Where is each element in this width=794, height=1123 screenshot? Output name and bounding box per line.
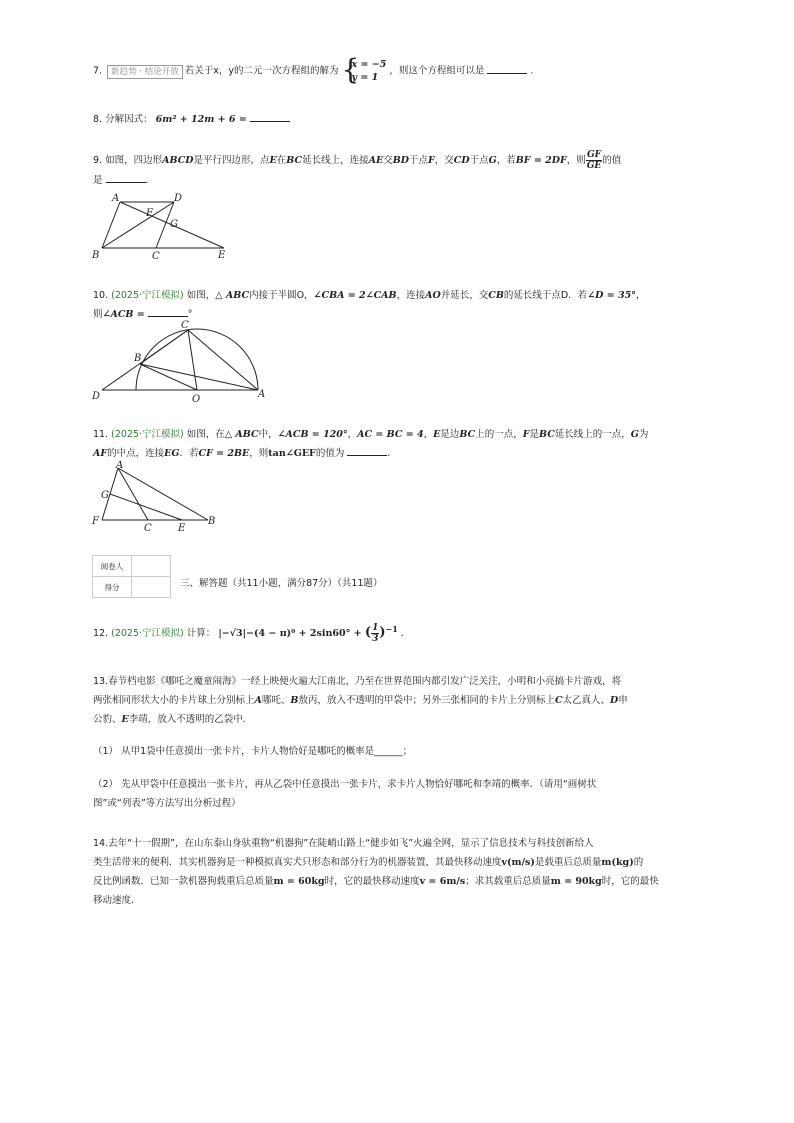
question-number: 9. [93,155,103,166]
question-7: 7. 新趋势 · 结论开放 若关于x，y的二元一次方程组的解为 { x = −5 y = 1 ，则这个方程组可以是 . [93,53,534,86]
question-12: 12. (2025·宁江模拟) 计算： |−√3|−(4 − π)⁰ + 2sin60° + ( $\frac{1}{3}$ )$^{-1}$ . [93,623,404,645]
label-B: B [92,250,100,261]
question-14: 14.去年“十一假期”，在山东泰山身驮重物“机器狗”在陡峭山路上“健步如飞”火遍全网，显示了信息技术与科技创新给人 类生活带来的便利．其实机器狗是一种模拟真实犬只形态和部分行为的机器装置，其最快移动速度v(m/s)是载重后总质量m(kg)的 反比例函数．已知一款机器狗载重后总质量m = 60kg时，它的最快移动速度v = 6m/s；求其载重后总质量m = 90kg时，它的最快 移动速度． [93,838,659,906]
question-number: 7. [93,65,103,77]
label-B: B [134,353,142,364]
question-9: 9. 如图，四边形ABCD是平行四边形，点E在BC延长线上，连接AE交BD于点F，交CD于点G，若BF = 2DF，则 $\frac{GF}{GE}$ 的值 是 . [93,150,622,186]
score-table [92,555,171,598]
math-expression: 6m² + 12m + 6 = [155,114,247,125]
label-C: C [181,320,189,331]
label-O: O [192,394,201,405]
question-13-part-1: （1） 从甲1袋中任意摸出一张卡片，卡片人物恰好是哪吒的概率是______； [93,746,413,757]
label-D: D [174,193,183,204]
equation-system: { x = −5 y = 1 [341,53,387,86]
fraction: $\frac{1}{3}$ [372,623,379,645]
answer-blank[interactable] [487,63,527,74]
question-10: 10. (2025·宁江模拟) 如图，△ ABC内接于半圆O，∠CBA = 2∠CAB，连接AO并延长，交CB的延长线于点D．若∠D = 35°， 则∠ACB = ° [93,290,646,320]
question-number: 13. [93,676,109,687]
grader-cell[interactable] [132,556,171,577]
label-F: F [92,516,99,527]
label-E: E [218,250,226,261]
question-11: 11. (2025·宁江模拟) 如图，在△ ABC中，∠ACB = 120°，AC = BC = 4，E是边BC上的一点，F是BC延长线上的一点，G为 AF的中点，连接EG．若CF = 2BE，则tan∠GEF的值为 . [93,429,649,459]
label-C: C [152,251,160,262]
answer-blank[interactable] [250,111,290,122]
label-E: E [178,523,186,534]
label-A: A [112,193,120,204]
math-expression: |−√3|−(4 − π)⁰ + 2sin60° + [218,628,365,640]
figure-semicircle [88,318,273,406]
label-A: A [258,389,266,400]
label-F: F [146,208,153,219]
question-13-part-2: （2） 先从甲袋中任意摸出一张卡片，再从乙袋中任意摸出一张卡片，求卡片人物恰好哪吒和李靖的概率．（请用“画树状 图”或“列表”等方法写出分析过程） [93,779,597,809]
question-number: 10. [93,290,109,301]
score-label: 得分 [93,577,132,598]
question-8: 8. 分解因式： 6m² + 12m + 6 = [93,110,693,129]
answer-blank[interactable] [148,306,188,317]
question-tag: 新趋势 · 结论开放 [107,65,183,79]
label-G: G [101,490,109,501]
question-number: 11. [93,429,109,440]
source-tag: (2025·宁江模拟) [111,290,184,301]
source-tag: (2025·宁江模拟) [111,628,184,640]
label-A: A [116,460,124,471]
fraction: $\frac{GF}{GE}$ [586,150,602,171]
grader-label: 阅卷人 [93,556,132,577]
score-cell[interactable] [132,577,171,598]
brace-icon: { [341,53,360,86]
label-B: B [208,516,216,527]
answer-blank[interactable] [347,445,387,456]
source-tag: (2025·宁江模拟) [111,429,184,440]
question-number: 12. [93,628,109,640]
label-C: C [144,523,152,534]
figure-parallelogram [88,190,238,265]
question-number: 14. [93,838,109,849]
section-title: 三、解答题（共11小题，满分87分）（共11题） [180,578,383,589]
figure-triangle [88,458,223,534]
label-D: D [92,391,101,402]
question-number: 8. [93,114,103,125]
question-13: 13.春节档电影《哪吒之魔童闹海》一经上映便火遍大江南北，乃至在世界范围内都引发广泛关注，小明和小亮搞卡片游戏，将 两张相同形状大小的卡片球上分别标上A哪吒、B敖丙，放入不透明的甲袋中；另外三张相同的卡片上分别标上C太乙真人、D申 公豹、E李靖，放入不透明的乙袋中． [93,676,628,725]
answer-blank[interactable] [106,172,146,183]
label-G: G [170,219,178,230]
